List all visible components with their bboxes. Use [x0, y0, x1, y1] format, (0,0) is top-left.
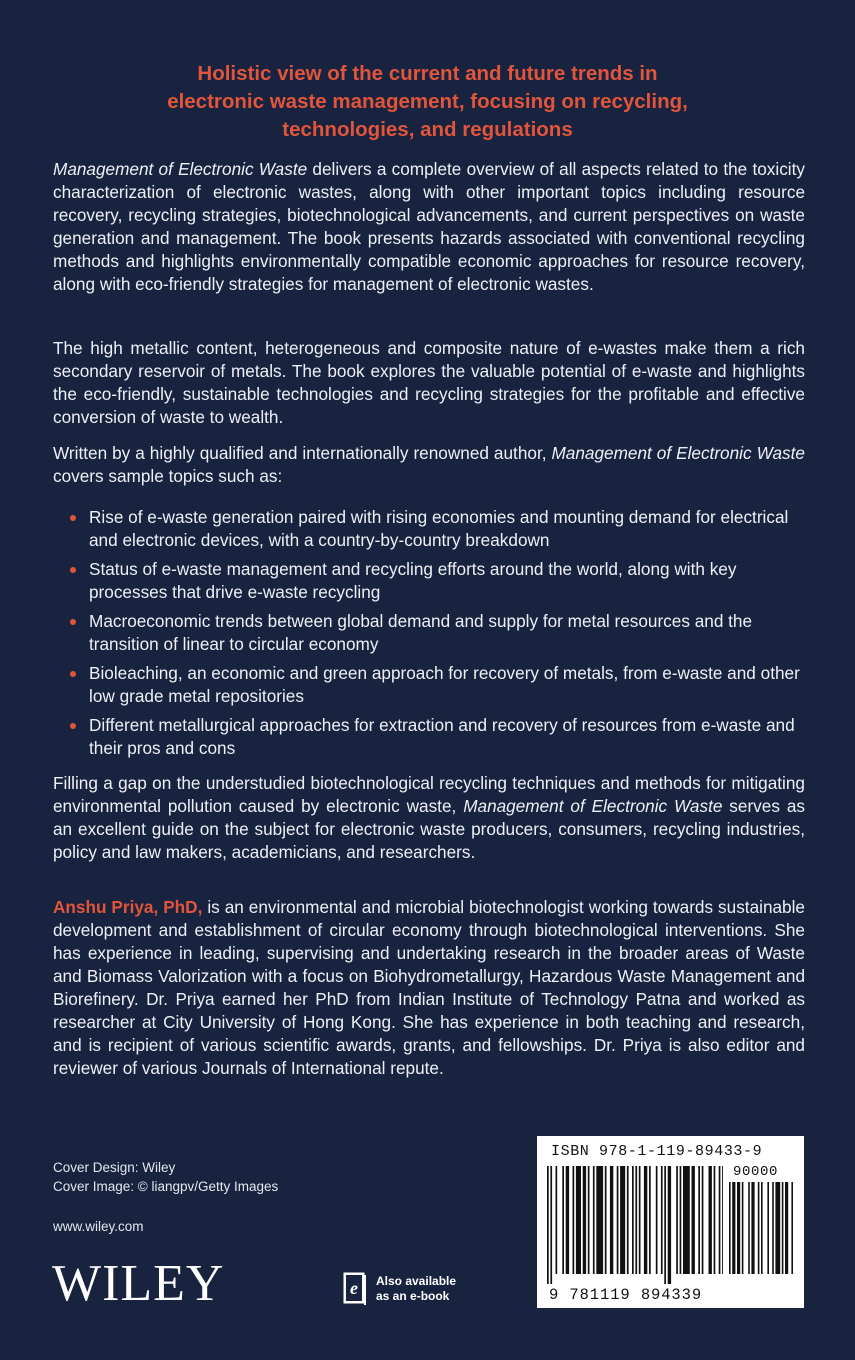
author-bio-text: is an environmental and microbial biotechnologist working towards sustainable development and establishment of circular economy through biotechnological interventions. She has experience in leading, supervising and undertaking research in the broader areas of Waste and Biomass Valorization with a focus on Biohydrometallurgy, Hazardous Waste Management and Biorefinery. Dr. Priya earned her PhD from Indian Institute of Technology Patna and worked as researcher at City University of Hong Kong. She has experience in both teaching and research, and is recipient of various scientific awards, grants, and fellowships. Dr. Priya is also editor and reviewer of various Journals of International repute.	[53, 897, 805, 1078]
headline-line: Holistic view of the current and future trends in	[197, 62, 658, 85]
barcode-bar	[639, 1166, 641, 1274]
paragraph-text: serves as an excellent guide on the subject for electronic waste producers, consumers, recycling industries, policy and law makers, academicians, and researchers.	[53, 796, 805, 862]
ebook-line: as an e-book	[376, 1289, 450, 1303]
barcode-bar	[617, 1166, 619, 1274]
barcode-bar	[767, 1182, 769, 1274]
barcode-bar	[562, 1166, 564, 1274]
barcode-bar	[620, 1166, 625, 1274]
barcode-bar	[566, 1166, 569, 1274]
barcode-bar	[742, 1182, 744, 1274]
headline-line: electronic waste management, focusing on recycling,	[167, 90, 688, 113]
paragraph-text: delivers a complete overview of all aspects related to the toxicity characterization of electronic wastes, along with other important topics including resource recovery, recycling strategies, biotechnological advancements, and current perspectives on waste generation and management. The book presents hazards associated with conventional recycling methods and highlights environmentally compatible economic approaches for resource recovery, along with eco-friendly strategies for management of electronic wastes.	[53, 159, 805, 294]
barcode-bar	[547, 1166, 549, 1284]
barcode-bar	[722, 1166, 723, 1274]
price-code: 90000	[733, 1164, 779, 1180]
bullet-icon	[70, 671, 76, 677]
barcode-bar	[661, 1166, 663, 1274]
barcode-bars	[547, 1166, 723, 1290]
topic-text: Bioleaching, an economic and green approach for recovery of metals, from e-waste and other low grade metal repositories	[89, 663, 800, 706]
isbn-barcode	[537, 1136, 804, 1308]
barcode-bar	[702, 1166, 704, 1274]
topic-text: Macroeconomic trends between global demand and supply for metal resources and the transition of linear to circular economy	[89, 611, 753, 654]
paragraph-text: covers sample topics such as:	[53, 466, 283, 486]
barcode-bar	[588, 1166, 590, 1274]
publisher-website: www.wiley.com	[53, 1219, 144, 1234]
topic-list-item	[53, 610, 805, 656]
barcode-bar	[791, 1182, 793, 1274]
barcode-bar	[596, 1166, 603, 1274]
e-book-icon	[343, 1272, 367, 1306]
barcode-bar	[683, 1166, 690, 1274]
barcode-bar	[632, 1166, 634, 1274]
barcode-bar	[698, 1166, 700, 1274]
topic-list-item	[53, 714, 805, 760]
barcode-bar	[573, 1166, 575, 1274]
barcode-bar	[692, 1166, 695, 1274]
barcode-bar	[605, 1166, 607, 1274]
description-paragraph-1	[53, 158, 805, 296]
barcode-bar	[732, 1182, 735, 1274]
topic-list	[53, 506, 805, 766]
svg-text:e: e	[350, 1278, 358, 1298]
author-bio	[53, 896, 805, 1080]
barcode-bar	[775, 1182, 780, 1274]
topic-list-item	[53, 558, 805, 604]
bullet-icon	[70, 723, 76, 729]
book-title: Management of Electronic Waste	[53, 159, 308, 179]
barcode-bar	[656, 1166, 658, 1274]
bullet-icon	[70, 515, 76, 521]
cover-image-credit: Cover Image: © liangpv/Getty Images	[53, 1179, 279, 1194]
ebook-line: Also available	[376, 1274, 457, 1288]
paragraph-text: Filling a gap on the understudied biotechnological recycling techniques and methods for mitigating environmental pollution caused by electronic waste,	[53, 773, 805, 816]
paragraph-text: Written by a highly qualified and internationally renowned author,	[53, 443, 552, 463]
barcode-bar	[737, 1182, 740, 1274]
barcode-bar	[751, 1182, 754, 1274]
book-title: Management of Electronic Waste	[551, 443, 805, 463]
barcode-bar	[785, 1182, 788, 1274]
author-name: Anshu Priya, PhD,	[53, 897, 203, 917]
barcode-addon-bars	[729, 1182, 793, 1284]
topic-text: Different metallurgical approaches for extraction and recovery of resources from e-waste and their pros and cons	[89, 715, 795, 758]
barcode-bar	[556, 1166, 558, 1274]
cover-design-credit: Cover Design: Wiley	[53, 1160, 176, 1175]
description-paragraph-4	[53, 772, 805, 864]
barcode-bar	[714, 1166, 716, 1274]
bullet-icon	[70, 619, 76, 625]
barcode-bar	[583, 1166, 586, 1274]
barcode-bar	[550, 1166, 552, 1284]
topic-list-item	[53, 662, 805, 708]
barcode-bar	[649, 1166, 651, 1274]
isbn-label: ISBN 978-1-119-89433-9	[551, 1143, 763, 1160]
barcode-bar	[782, 1182, 784, 1274]
description-paragraph-3	[53, 442, 805, 488]
barcode-bar	[635, 1166, 637, 1274]
barcode-bar	[772, 1182, 774, 1274]
barcode-bar	[758, 1182, 760, 1274]
publisher-logo: WILEY	[52, 1255, 225, 1312]
barcode-digits: 9 781119 894339	[549, 1286, 703, 1304]
barcode-bar	[709, 1166, 712, 1274]
barcode-bar	[644, 1166, 647, 1274]
headline-line: technologies, and regulations	[282, 118, 573, 141]
cover-credits	[53, 1158, 278, 1196]
barcode-bar	[676, 1166, 678, 1274]
topic-text: Status of e-waste management and recycling efforts around the world, along with key processes that drive e-waste recycling	[89, 559, 737, 602]
barcode-bar	[668, 1166, 671, 1284]
barcode-bar	[610, 1166, 613, 1274]
barcode-bar	[719, 1166, 721, 1274]
barcode-bar	[748, 1182, 750, 1274]
barcode-bar	[627, 1166, 629, 1274]
barcode-bar	[729, 1182, 731, 1274]
topic-list-item	[53, 506, 805, 552]
barcode-bar	[576, 1166, 581, 1274]
description-paragraph-2: The high metallic content, heterogeneous and composite nature of e-wastes make them a rich secondary reservoir of metals. The book explores the valuable potential of e-waste and highlights the eco-friendly, sustainable technologies and recycling strategies for the profitable and effective conversion of waste to wealth.	[53, 338, 805, 427]
book-title: Management of Electronic Waste	[463, 796, 723, 816]
cover-headline	[80, 60, 775, 144]
barcode-bar	[761, 1182, 763, 1274]
bullet-icon	[70, 567, 76, 573]
topic-text: Rise of e-waste generation paired with rising economies and mounting demand for electrical and electronic devices, with a country-by-country breakdown	[89, 507, 789, 550]
barcode-bar	[664, 1166, 666, 1284]
barcode-bar	[593, 1166, 595, 1274]
ebook-availability	[376, 1274, 456, 1304]
barcode-bar	[680, 1166, 682, 1274]
